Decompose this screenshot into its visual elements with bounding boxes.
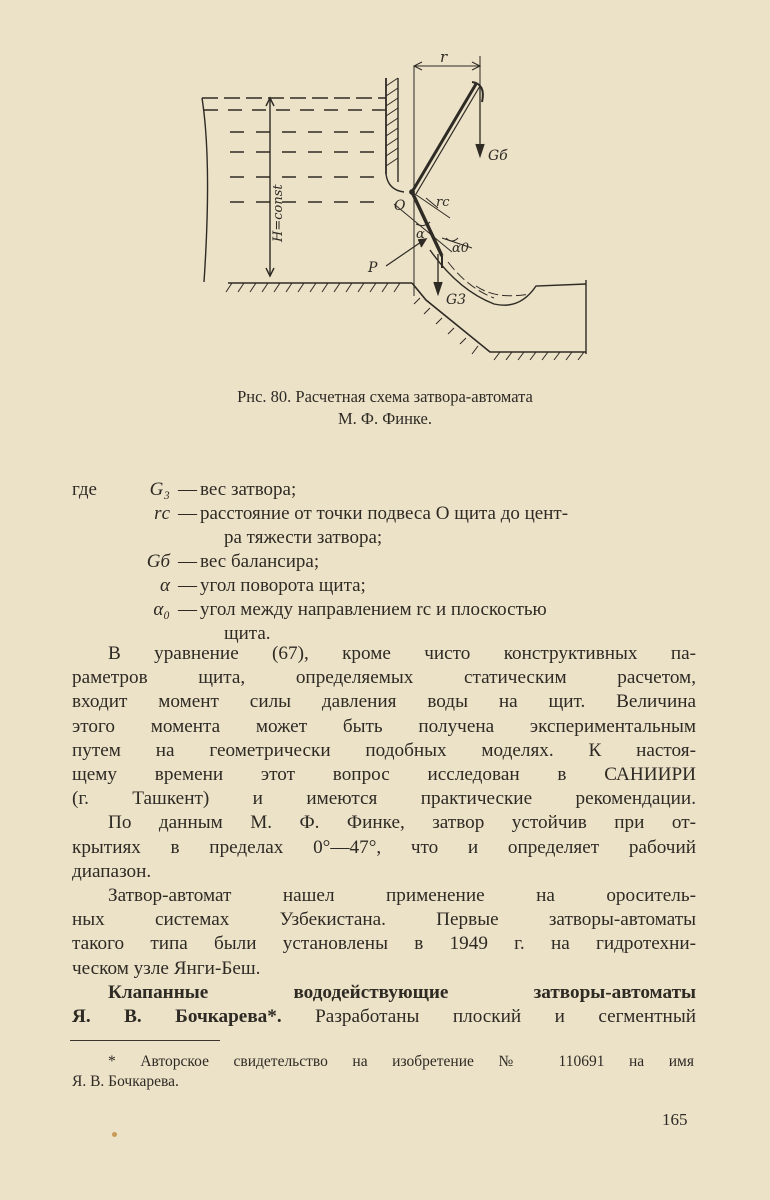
text-line: входит момент силы давления воды на щит. Величина [72,691,696,713]
text-line: По данным М. Ф. Финке, затвор устойчив при от- [108,812,696,834]
definition-text-cont: ра тяжести затвора; [224,527,383,548]
definition-row [72,526,702,550]
definition-dash: — [178,479,197,500]
definition-row [72,574,702,598]
definition-row [72,502,702,526]
definition-symbol: rс [154,503,170,524]
label-p: P [368,260,378,276]
footnote-line1: * Авторское свидетельство на изобретение № 110691 на имя [108,1053,694,1070]
footnote-divider [70,1040,220,1041]
text-line: крытиях в пределах 0°—47°, что и определяет рабочий [72,836,696,858]
gate-diagram [190,42,610,372]
definition-row [72,550,702,574]
page-number: 165 [662,1110,688,1129]
definition-row [72,598,702,622]
text-line: диапазон. [72,860,152,882]
paragraph-1 [72,642,696,811]
paragraph-2 [72,811,696,884]
definition-symbol: G₃ [149,479,170,500]
label-alpha: α [416,227,425,242]
text-line: ных системах Узбекистана. Первые затворы-автоматы [72,909,696,931]
label-o: O [394,198,406,214]
text-line: (г. Ташкент) и имеются практические рекомендации. [72,788,696,810]
definition-symbol: Gб [146,551,170,572]
definition-text: вес балансира; [200,551,320,572]
definition-symbol: α₀ [153,599,170,620]
definition-text: угол между направлением rс и плоскостью [200,599,547,620]
definition-text: вес затвора; [200,479,297,500]
label-r: r [440,48,448,66]
definition-dash: — [178,599,197,620]
text-line: В уравнение (67), кроме чисто конструктивных па- [108,643,696,664]
section-heading: Клапанные вододействующие затворы-автоматы [108,981,696,1003]
label-g3: G3 [446,292,467,308]
label-gb: Gб [488,148,508,164]
text-line: путем на геометрически подобных моделях. К настоя- [72,739,696,761]
label-h-const: H=const [271,184,286,242]
text-line [72,1005,696,1029]
definition-dash: — [178,575,197,596]
text-line: этого момента может быть получена экспериментальным [72,715,696,737]
body-text [72,642,696,1029]
definition-text: угол поворота щита; [200,575,366,596]
text-line: раметров щита, определяемых статическим расчетом, [72,667,696,689]
definition-symbol: α [160,575,170,596]
figure-caption-line2: М. Ф. Финке. [338,409,432,428]
paragraph-4 [72,981,696,1029]
text-line: Затвор-автомат нашел применение на ороситель- [108,885,696,907]
definition-text: расстояние от точки подвеса O щита до цент- [200,503,569,524]
label-rc: rc [436,195,450,210]
footnote-line2: Я. В. Бочкарева. [72,1073,179,1090]
paragraph-3 [72,884,696,981]
text-line: щему времени этот вопрос исследован в САНИИРИ [72,764,696,786]
label-alpha0: α0 [452,241,470,256]
definition-dash: — [178,503,197,524]
definition-dash: — [178,551,197,572]
text-line-rest: Разработаны плоский и сегментный [315,1006,696,1028]
definitions-intro: где [72,479,97,500]
definitions-list [72,478,702,646]
text-line: такого типа были установлены в 1949 г. на гидротехни- [72,933,696,955]
figure-caption-line1: Рнс. 80. Расчетная схема затвора-автомата [237,387,533,406]
ink-spot [112,1132,117,1137]
author-name: Я. В. Бочкарева*. [72,1006,282,1028]
definition-row [72,478,702,502]
text-line: ческом узле Янги-Беш. [72,957,261,979]
definition-text-cont: щита. [224,623,271,644]
footnote [72,1052,694,1092]
